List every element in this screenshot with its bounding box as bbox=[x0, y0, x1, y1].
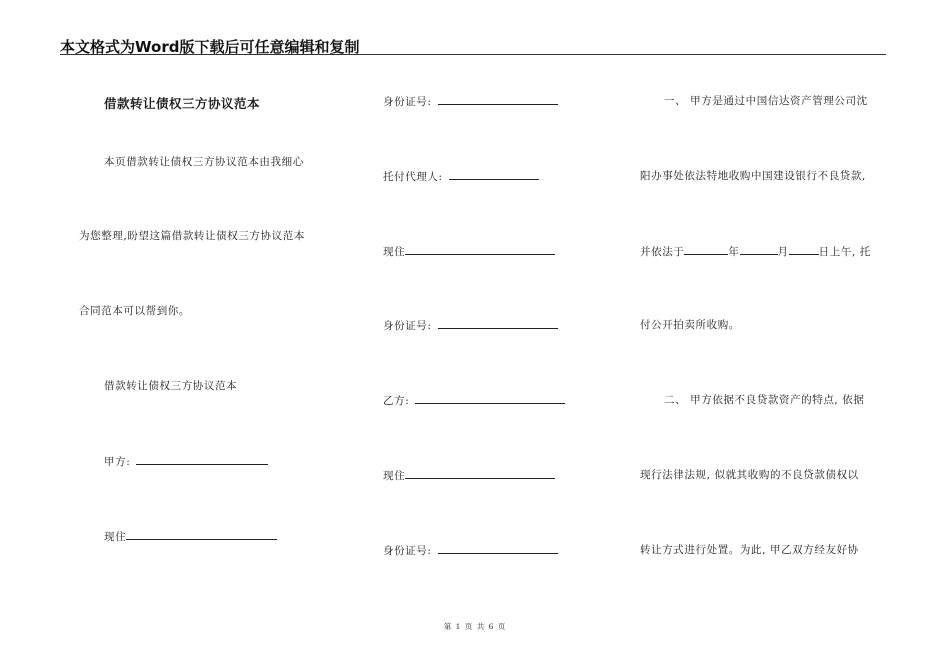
address-blank bbox=[405, 468, 555, 479]
address-blank bbox=[126, 529, 277, 540]
id-label: 身份证号: bbox=[383, 320, 432, 332]
agent-label: 托付代理人: bbox=[383, 171, 443, 183]
agent-blank bbox=[449, 169, 539, 180]
id-blank bbox=[438, 318, 558, 329]
id-blank bbox=[438, 543, 558, 554]
intro-line-1: 本页借款转让债权三方协议范本由我细心 bbox=[104, 156, 304, 168]
clause-1-line-3-prefix: 并依法于 bbox=[640, 246, 685, 258]
party-a-blank bbox=[136, 454, 268, 465]
clause-2-line-2: 现行法律法规, 似就其收购的不良贷款债权以 bbox=[640, 469, 859, 481]
clause-1-line-4: 付公开拍卖所收购。 bbox=[640, 319, 740, 331]
party-a-row bbox=[104, 454, 268, 469]
address-label: 现住 bbox=[104, 531, 127, 543]
page-number: 第 1 页 共 6 页 bbox=[443, 622, 507, 631]
party-b-row bbox=[383, 393, 565, 408]
address-row-1 bbox=[104, 529, 277, 544]
section-subtitle: 借款转让债权三方协议范本 bbox=[104, 380, 238, 392]
clause-1-line-3 bbox=[640, 244, 871, 259]
agent-row bbox=[383, 169, 539, 184]
id-label: 身份证号: bbox=[383, 96, 432, 108]
address-row-3 bbox=[383, 468, 555, 483]
year-label: 年 bbox=[728, 246, 740, 258]
address-label: 现住 bbox=[383, 470, 406, 482]
clause-2-line-3: 转让方式进行处置。为此, 甲乙双方经友好协 bbox=[640, 544, 859, 556]
clause-1-line-3-suffix: 日上午, 托 bbox=[818, 246, 871, 258]
party-b-label: 乙方: bbox=[383, 395, 410, 407]
month-blank bbox=[740, 244, 778, 255]
header-divider bbox=[60, 54, 886, 55]
address-row-2 bbox=[383, 244, 555, 259]
id-row-1 bbox=[383, 94, 558, 109]
party-a-label: 甲方: bbox=[104, 456, 131, 468]
month-label: 月 bbox=[777, 246, 789, 258]
clause-1-line-2: 阳办事处依法特地收购中国建设银行不良贷款, bbox=[640, 170, 866, 182]
clause-1-line-1: 一、 甲方是通过中国信达资产管理公司沈 bbox=[664, 95, 868, 107]
id-row-3 bbox=[383, 543, 558, 558]
party-b-blank bbox=[415, 393, 565, 404]
document-title: 借款转让债权三方协议范本 bbox=[104, 96, 261, 111]
day-blank bbox=[789, 244, 819, 255]
clause-2-line-1: 二、 甲方依据不良贷款资产的特点, 依据 bbox=[664, 394, 865, 406]
id-label: 身份证号: bbox=[383, 545, 432, 557]
id-row-2 bbox=[383, 318, 558, 333]
intro-line-2: 为您整理,盼望这篇借款转让债权三方协议范本 bbox=[79, 230, 305, 242]
address-label: 现住 bbox=[383, 246, 406, 258]
address-blank bbox=[405, 244, 555, 255]
document-header-title: 本文格式为Word版下载后可任意编辑和复制 bbox=[60, 38, 360, 56]
intro-line-3: 合同范本可以帮到你。 bbox=[79, 305, 190, 317]
year-blank bbox=[684, 244, 728, 255]
id-blank bbox=[438, 94, 558, 105]
